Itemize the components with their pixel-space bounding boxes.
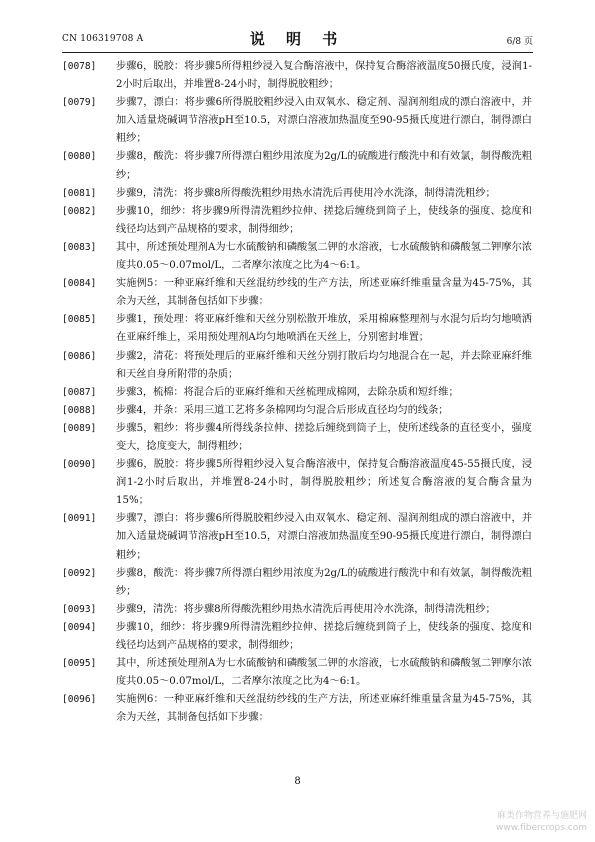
paragraph <box>62 565 532 601</box>
paragraph-number: [0093] <box>62 603 97 615</box>
paragraph <box>62 619 532 655</box>
paragraph-text: 步骤4，并条：采用三道工艺将多条棉网均匀混合后形成直径均匀的线条； <box>116 404 449 416</box>
paragraph <box>62 239 532 275</box>
paragraph-number: [0092] <box>62 567 97 579</box>
paragraph <box>62 94 532 148</box>
paragraph-text: 其中，所述预处理剂A为七水硫酸钠和磷酸氢二钾的水溶液，七水硫酸钠和磷酸氢二钾摩尔浓度共0.05～0.07mol/L，二者摩尔浓度之比为4～6:1。 <box>116 241 532 272</box>
paragraph-number: [0085] <box>62 314 97 326</box>
paragraph <box>62 402 532 420</box>
paragraph-number: [0082] <box>62 205 97 217</box>
patent-number: CN 106319708 A <box>62 34 144 44</box>
header-rule <box>62 52 533 53</box>
paragraph-text: 步骤7，漂白：将步骤6所得脱胶粗纱浸入由双氧水、稳定剂、湿润剂组成的漂白溶液中，并加入适量烧碱调节溶液pH至10.5，对漂白溶液加热温度至90-95摄氏度进行漂白，制得漂白粗纱； <box>116 97 532 145</box>
paragraph-number: [0084] <box>62 278 97 290</box>
page-number: 8 <box>294 776 301 787</box>
paragraph <box>62 384 532 402</box>
paragraph <box>62 185 532 203</box>
paragraph-number: [0089] <box>62 422 97 434</box>
paragraph-number: [0095] <box>62 658 97 670</box>
paragraph-text: 步骤8，酸洗：将步骤7所得漂白粗纱用浓度为2g/L的硫酸进行酸洗中和有效氯，制得酸洗粗纱； <box>116 567 532 597</box>
paragraph-text: 步骤10，细纱：将步骤9所得清洗粗纱拉伸、搓捻后缠绕到筒子上，使线条的强度、捻度和线径均达到产品规格的要求，制得细纱； <box>116 205 532 235</box>
paragraph-text: 步骤3，梳棉：将混合后的亚麻纤维和天丝梳理成棉网，去除杂质和短纤维； <box>116 386 459 398</box>
paragraph-number: [0090] <box>62 459 97 471</box>
document-body <box>62 58 532 727</box>
paragraph-text: 步骤6，脱胶：将步骤5所得粗纱浸入复合酶溶液中，保持复合酶溶液温度45-55摄氏度，浸润1-2小时后取出，并堆置8-24小时，制得脱胶粗纱；所述复合酶溶液的复合酶含量为15%； <box>116 459 532 507</box>
paragraph-text: 步骤7，漂白：将步骤6所得脱胶粗纱浸入由双氧水、稳定剂、湿润剂组成的漂白溶液中，并加入适量烧碱调节溶液pH至10.5，对漂白溶液加热温度至90-95摄氏度进行漂白，制得漂白粗纱； <box>116 513 532 561</box>
paragraph-text: 步骤2，清花：将预处理后的亚麻纤维和天丝分别打散后均匀地混合在一起，并去除亚麻纤维和天丝自身所附带的杂质； <box>116 350 532 380</box>
paragraph <box>62 691 532 727</box>
paragraph <box>62 348 532 384</box>
paragraph <box>62 58 532 94</box>
paragraph-text: 步骤10，细纱：将步骤9所得清洗粗纱拉伸、搓捻后缠绕到筒子上，使线条的强度、捻度和线径均达到产品规格的要求，制得细纱； <box>116 621 532 651</box>
paragraph <box>62 203 532 239</box>
paragraph-number: [0078] <box>62 61 97 72</box>
paragraph <box>62 148 532 184</box>
paragraph-text: 步骤9，清洗：将步骤8所得酸洗粗纱用热水清洗后再使用冷水洗涤，制得清洗粗纱； <box>116 187 496 199</box>
page-header <box>62 28 533 50</box>
paragraph <box>62 311 532 347</box>
paragraph-number: [0081] <box>62 187 97 199</box>
paragraph-text: 步骤1，预处理：将亚麻纤维和天丝分别松散开堆放，采用棉麻整理剂与水混匀后均匀地喷洒在亚麻纤维上，采用预处理剂A均匀地喷洒在天丝上，分别密封堆置； <box>116 314 532 344</box>
paragraph-text: 实施例6：一种亚麻纤维和天丝混纺纱线的生产方法，所述亚麻纤维重量含量为45-75%，其余为天丝，其制备包括如下步骤： <box>116 694 532 724</box>
paragraph <box>62 601 532 619</box>
site-watermark <box>496 810 587 834</box>
paragraph-text: 步骤5，粗纱：将步骤4所得线条拉伸、搓捻后缠绕到筒子上，使所述线条的直径变小，强度变大，捻度变大，制得粗纱； <box>116 422 532 452</box>
paragraph-number: [0094] <box>62 621 97 633</box>
paragraph-text: 步骤6，脱胶：将步骤5所得粗纱浸入复合酶溶液中，保持复合酶溶液温度50摄氏度，浸润1-2小时后取出，并堆置8-24小时，制得脱胶粗纱； <box>116 61 532 91</box>
paragraph-number: [0087] <box>62 386 97 398</box>
paragraph-text: 其中，所述预处理剂A为七水硫酸钠和磷酸氢二钾的水溶液，七水硫酸钠和磷酸氢二钾摩尔浓度共0.05～0.07mol/L，二者摩尔浓度之比为4～6:1。 <box>116 658 532 688</box>
paragraph-number: [0083] <box>62 241 97 253</box>
paragraph-number: [0080] <box>62 151 97 163</box>
paragraph-number: [0096] <box>62 694 97 706</box>
paragraph <box>62 655 532 691</box>
paragraph-text: 实施例5：一种亚麻纤维和天丝混纺纱线的生产方法，所述亚麻纤维重量含量为45-75%，其余为天丝，其制备包括如下步骤： <box>116 278 532 308</box>
paragraph-number: [0088] <box>62 404 97 416</box>
paragraph <box>62 275 532 311</box>
page-reference: 6/8 页 <box>506 37 533 47</box>
paragraph-number: [0079] <box>62 97 97 109</box>
paragraph-number: [0091] <box>62 513 97 525</box>
paragraph <box>62 456 532 510</box>
paragraph-text: 步骤8，酸洗：将步骤7所得漂白粗纱用浓度为2g/L的硫酸进行酸洗中和有效氯，制得酸洗粗纱； <box>116 151 532 181</box>
paragraph-text: 步骤9，清洗：将步骤8所得酸洗粗纱用热水清洗后再使用冷水洗涤，制得清洗粗纱； <box>116 603 496 615</box>
watermark-line-1: 麻类作物营养与施肥网 <box>496 811 587 821</box>
paragraph <box>62 420 532 456</box>
paragraph <box>62 510 532 564</box>
paragraph-number: [0086] <box>62 350 97 362</box>
document-title: 说 明 书 <box>249 30 346 48</box>
watermark-line-2: www.fibercrops.com <box>496 823 587 833</box>
